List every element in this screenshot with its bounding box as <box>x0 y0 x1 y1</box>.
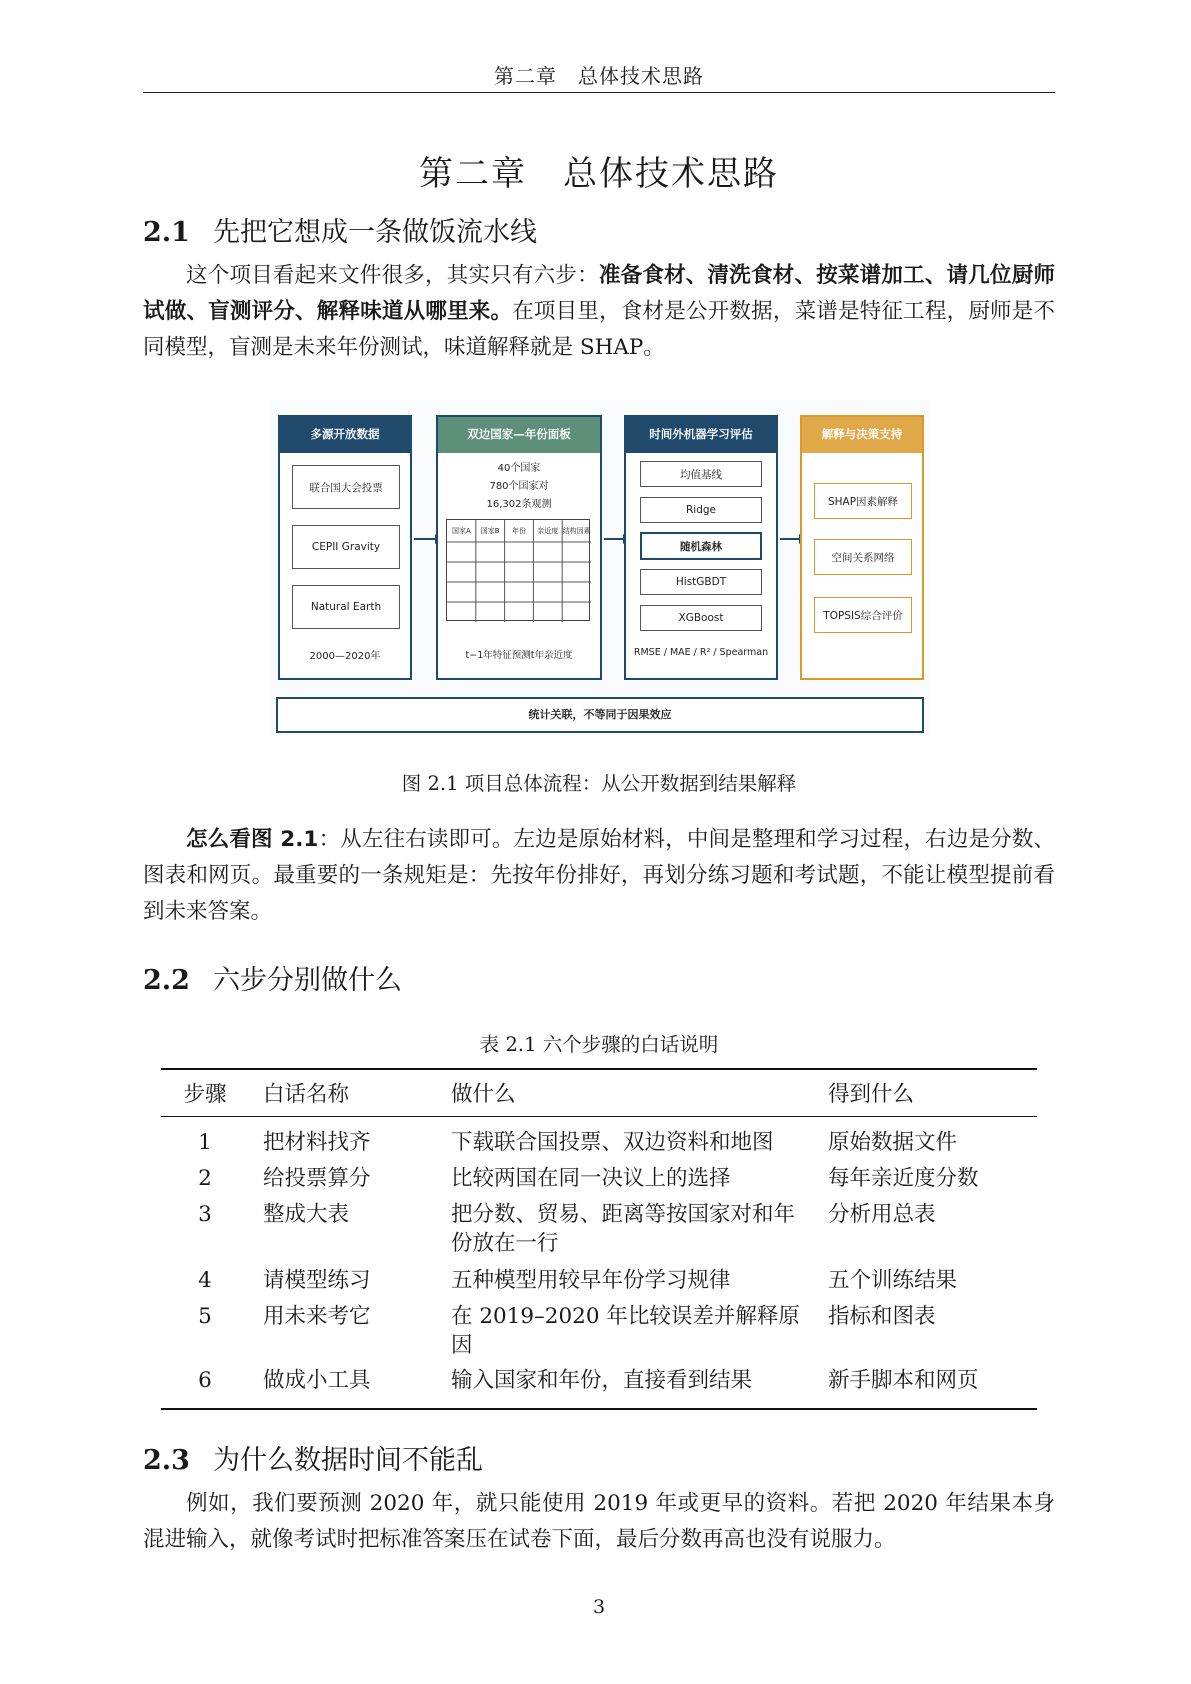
table-cell: 把分数、贸易、距离等按国家对和年份放在一行 <box>451 1202 796 1256</box>
grid-col-header: 亲近度 <box>537 527 559 535</box>
stage-footer: t−1年特征预测t年亲近度 <box>465 650 573 661</box>
source-box: 联合国大会投票 <box>292 465 400 509</box>
table-cell: 在 2019–2020 年比较误差并解释原因 <box>451 1304 800 1358</box>
table-header-cell: 步骤 <box>183 1082 227 1107</box>
section-heading-2-3 <box>143 1438 483 1477</box>
section-heading-2-1 <box>143 210 537 249</box>
table-cell: 3 <box>198 1202 212 1227</box>
stage-ml-eval <box>624 415 778 680</box>
table-caption: 表 2.1 六个步骤的白话说明 <box>479 1033 719 1056</box>
model-box-highlighted: 随机森林 <box>640 532 762 560</box>
table-cell: 五种模型用较早年份学习规律 <box>451 1268 731 1293</box>
flow-arrow <box>414 538 436 540</box>
stage-open-data <box>278 415 412 680</box>
section-2-1-paragraph <box>143 258 1055 366</box>
table-header-cell: 做什么 <box>451 1082 516 1107</box>
table-cell: 整成大表 <box>263 1202 350 1227</box>
output-box: TOPSIS综合评价 <box>814 597 912 633</box>
table-cell: 1 <box>198 1130 212 1155</box>
table-cell: 4 <box>198 1268 212 1293</box>
table-bottom-rule <box>161 1408 1037 1410</box>
section-title-text: 六步分别做什么 <box>213 965 402 996</box>
section-number: 2.2 <box>143 965 190 996</box>
grid-col-header: 年份 <box>511 527 526 535</box>
stage-interpretation <box>800 415 924 680</box>
model-box: HistGBDT <box>640 569 762 595</box>
model-box: 均值基线 <box>640 461 762 487</box>
section-heading-2-2 <box>143 958 402 997</box>
paragraph-text: ：从左往右读即可。左边是原始材料，中间是整理和学习过程，右边是分数、图表和网页。最重要的一条规矩是：先按年份排好，再划分练习题和考试题，不能让模型提前看到未来答案。 <box>143 827 1055 924</box>
table-cell: 下载联合国投票、双边资料和地图 <box>451 1130 774 1155</box>
table-cell: 指标和图表 <box>828 1304 936 1329</box>
stage-header: 解释与决策支持 <box>802 417 922 453</box>
table-cell: 用未来考它 <box>263 1304 371 1329</box>
table-cell: 分析用总表 <box>828 1202 936 1227</box>
output-box: 空间关系网络 <box>814 539 912 575</box>
flow-arrow <box>780 538 800 540</box>
panel-grid <box>446 519 590 621</box>
table-cell: 五个训练结果 <box>828 1268 958 1293</box>
pipeline-figure <box>270 400 930 735</box>
table-top-rule <box>161 1068 1037 1070</box>
table-header-cell: 得到什么 <box>828 1082 915 1107</box>
table-cell: 6 <box>198 1368 212 1393</box>
causality-note: 统计关联，不等同于因果效应 <box>276 697 924 733</box>
grid-col-header: 国家B <box>480 527 500 535</box>
section-number: 2.1 <box>143 217 190 248</box>
panel-stat: 16,302条观测 <box>486 499 552 510</box>
table-cell: 原始数据文件 <box>828 1130 958 1155</box>
model-box: Ridge <box>640 497 762 523</box>
table-cell: 输入国家和年份，直接看到结果 <box>451 1368 753 1393</box>
table-cell: 做成小工具 <box>263 1368 371 1393</box>
model-box: XGBoost <box>640 605 762 631</box>
table-cell: 比较两国在同一决议上的选择 <box>451 1166 731 1191</box>
table-cell: 把材料找齐 <box>263 1130 371 1155</box>
section-2-3-paragraph: 例如，我们要预测 2020 年，就只能使用 2019 年或更早的资料。若把 2020 年结果本身混进输入，就像考试时把标准答案压在试卷下面，最后分数再高也没有说服力。 <box>143 1491 1055 1552</box>
chapter-title: 第二章 总体技术思路 <box>419 154 779 194</box>
panel-stat: 780个国家对 <box>489 481 549 492</box>
stage-header: 时间外机器学习评估 <box>626 417 776 453</box>
flow-arrow <box>604 538 624 540</box>
running-header: 第二章 总体技术思路 <box>494 64 704 88</box>
table-cell: 每年亲近度分数 <box>828 1166 979 1191</box>
figure-caption: 图 2.1 项目总体流程：从公开数据到结果解释 <box>401 772 797 795</box>
grid-col-header: 结构因素 <box>562 527 591 535</box>
stage-header: 多源开放数据 <box>280 417 410 453</box>
table-cell: 请模型练习 <box>263 1268 371 1293</box>
section-title-text: 为什么数据时间不能乱 <box>213 1445 483 1476</box>
table-header-cell: 白话名称 <box>263 1082 350 1107</box>
paragraph-text: 在项目里，食材是公开数据，菜谱是特征工程，厨师是不同模型，盲测是未来年份测试，味道解释就是 SHAP。 <box>143 299 1055 360</box>
table-cell: 给投票算分 <box>263 1166 371 1191</box>
table-cell: 新手脚本和网页 <box>828 1368 979 1393</box>
stage-panel-data <box>436 415 602 680</box>
steps-table <box>161 1068 1037 1410</box>
source-box: CEPII Gravity <box>292 525 400 569</box>
table-cell: 5 <box>198 1304 212 1329</box>
panel-stat: 40个国家 <box>497 463 541 474</box>
header-rule <box>143 92 1055 93</box>
stage-header: 双边国家—年份面板 <box>438 417 600 453</box>
paragraph-bold-text: 准备食材、清洗食材、按菜谱加工、请几位厨师试做、盲测评分、解释味道从哪里来。 <box>143 263 1055 324</box>
table-mid-rule <box>161 1116 1037 1117</box>
grid-col-header: 国家A <box>452 527 471 535</box>
output-box: SHAP因素解释 <box>814 483 912 519</box>
page-number: 3 <box>592 1596 606 1618</box>
stage-footer: RMSE / MAE / R² / Spearman <box>633 647 769 658</box>
table-cell: 2 <box>198 1166 212 1191</box>
stage-footer: 2000—2020年 <box>309 651 381 662</box>
source-box: Natural Earth <box>292 585 400 629</box>
section-title-text: 先把它想成一条做饭流水线 <box>213 217 537 248</box>
figure-explanation-paragraph <box>143 822 1055 930</box>
paragraph-bold-text: 怎么看图 2.1 <box>186 827 319 852</box>
paragraph-text: 这个项目看起来文件很多，其实只有六步： <box>186 263 599 288</box>
section-number: 2.3 <box>143 1445 190 1476</box>
